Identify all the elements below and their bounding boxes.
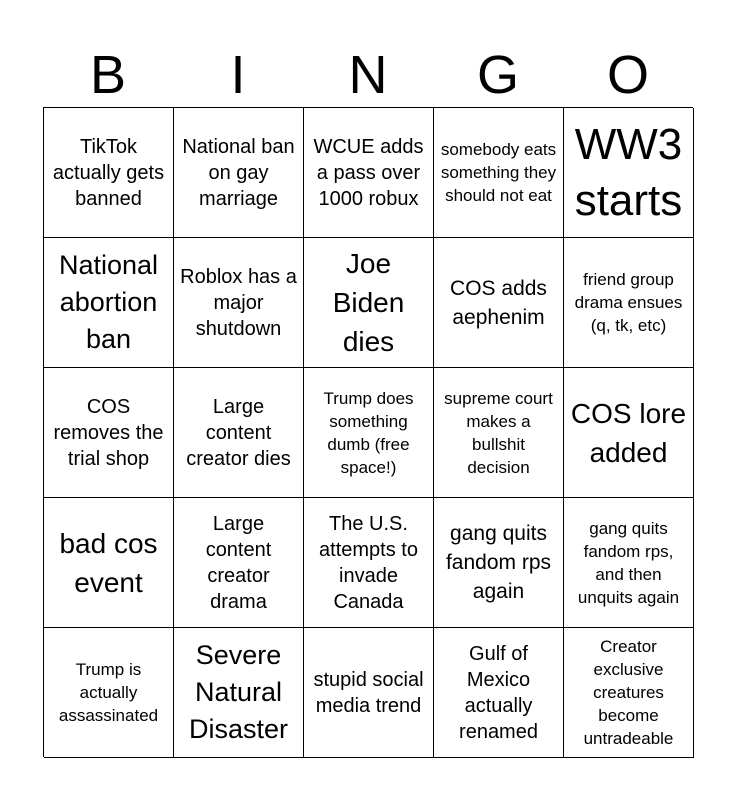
- bingo-cell: [174, 238, 304, 368]
- bingo-cell: [434, 498, 564, 628]
- cell-text: stupid social media trend: [313, 668, 424, 717]
- cell-text: gang quits fandom rps again: [445, 522, 552, 603]
- bingo-cell: [564, 238, 694, 368]
- bingo-cell free-space: [304, 368, 434, 498]
- cell-text: Severe Natural Disaster: [188, 640, 289, 744]
- bingo-cell: [44, 368, 174, 498]
- bingo-header: [43, 44, 693, 106]
- cell-text: bad cos event: [59, 527, 158, 598]
- cell-text: Large content creator dies: [186, 395, 291, 470]
- cell-text: Creator exclusive creatures become untradeable: [583, 637, 674, 748]
- cell-text: Large content creator drama: [205, 512, 272, 613]
- bingo-cell: [174, 628, 304, 758]
- bingo-cell: [304, 628, 434, 758]
- cell-text: supreme court makes a bullshit decision: [444, 388, 553, 477]
- bingo-cell: [44, 498, 174, 628]
- bingo-cell: [564, 368, 694, 498]
- bingo-cell: [44, 628, 174, 758]
- cell-text: The U.S. attempts to invade Canada: [319, 512, 418, 613]
- bingo-cell: [304, 108, 434, 238]
- cell-text: Roblox has a major shutdown: [180, 265, 297, 340]
- bingo-cell: [564, 498, 694, 628]
- cell-text: friend group drama ensues (q, tk, etc): [574, 270, 683, 335]
- cell-text: TikTok actually gets banned: [52, 135, 165, 210]
- cell-text: National ban on gay marriage: [182, 135, 295, 210]
- bingo-cell: [304, 498, 434, 628]
- bingo-cell: [304, 238, 434, 368]
- bingo-cell: [434, 628, 564, 758]
- bingo-cell: [44, 108, 174, 238]
- cell-text: gang quits fandom rps, and then unquits again: [577, 518, 680, 607]
- header-letter-i: I: [230, 45, 246, 105]
- bingo-cell: [174, 498, 304, 628]
- cell-text: somebody eats something they should not eat: [440, 140, 557, 205]
- cell-text: National abortion ban: [58, 250, 159, 354]
- bingo-cell: [174, 108, 304, 238]
- bingo-cell: [564, 108, 694, 238]
- cell-text: Trump does something dumb (free space!): [323, 388, 414, 477]
- bingo-cell: [434, 368, 564, 498]
- cell-text: WW3 starts: [574, 119, 683, 225]
- bingo-cell: [564, 628, 694, 758]
- bingo-cell: [434, 238, 564, 368]
- cell-text: WCUE adds a pass over 1000 robux: [313, 135, 424, 210]
- cell-text: COS adds aephenim: [450, 276, 547, 329]
- header-letter-g: G: [476, 45, 519, 105]
- bingo-grid: [43, 107, 693, 757]
- header-letter-o: O: [606, 45, 649, 105]
- header-letter-n: N: [348, 45, 388, 105]
- cell-text: Trump is actually assassinated: [58, 660, 159, 725]
- bingo-cell: [174, 368, 304, 498]
- bingo-cell: [44, 238, 174, 368]
- cell-text: COS removes the trial shop: [53, 395, 164, 470]
- cell-text: COS lore added: [570, 397, 687, 468]
- bingo-cell: [434, 108, 564, 238]
- cell-text: Joe Biden dies: [332, 248, 405, 357]
- header-letter-b: B: [89, 45, 127, 105]
- cell-text: Gulf of Mexico actually renamed: [459, 642, 538, 743]
